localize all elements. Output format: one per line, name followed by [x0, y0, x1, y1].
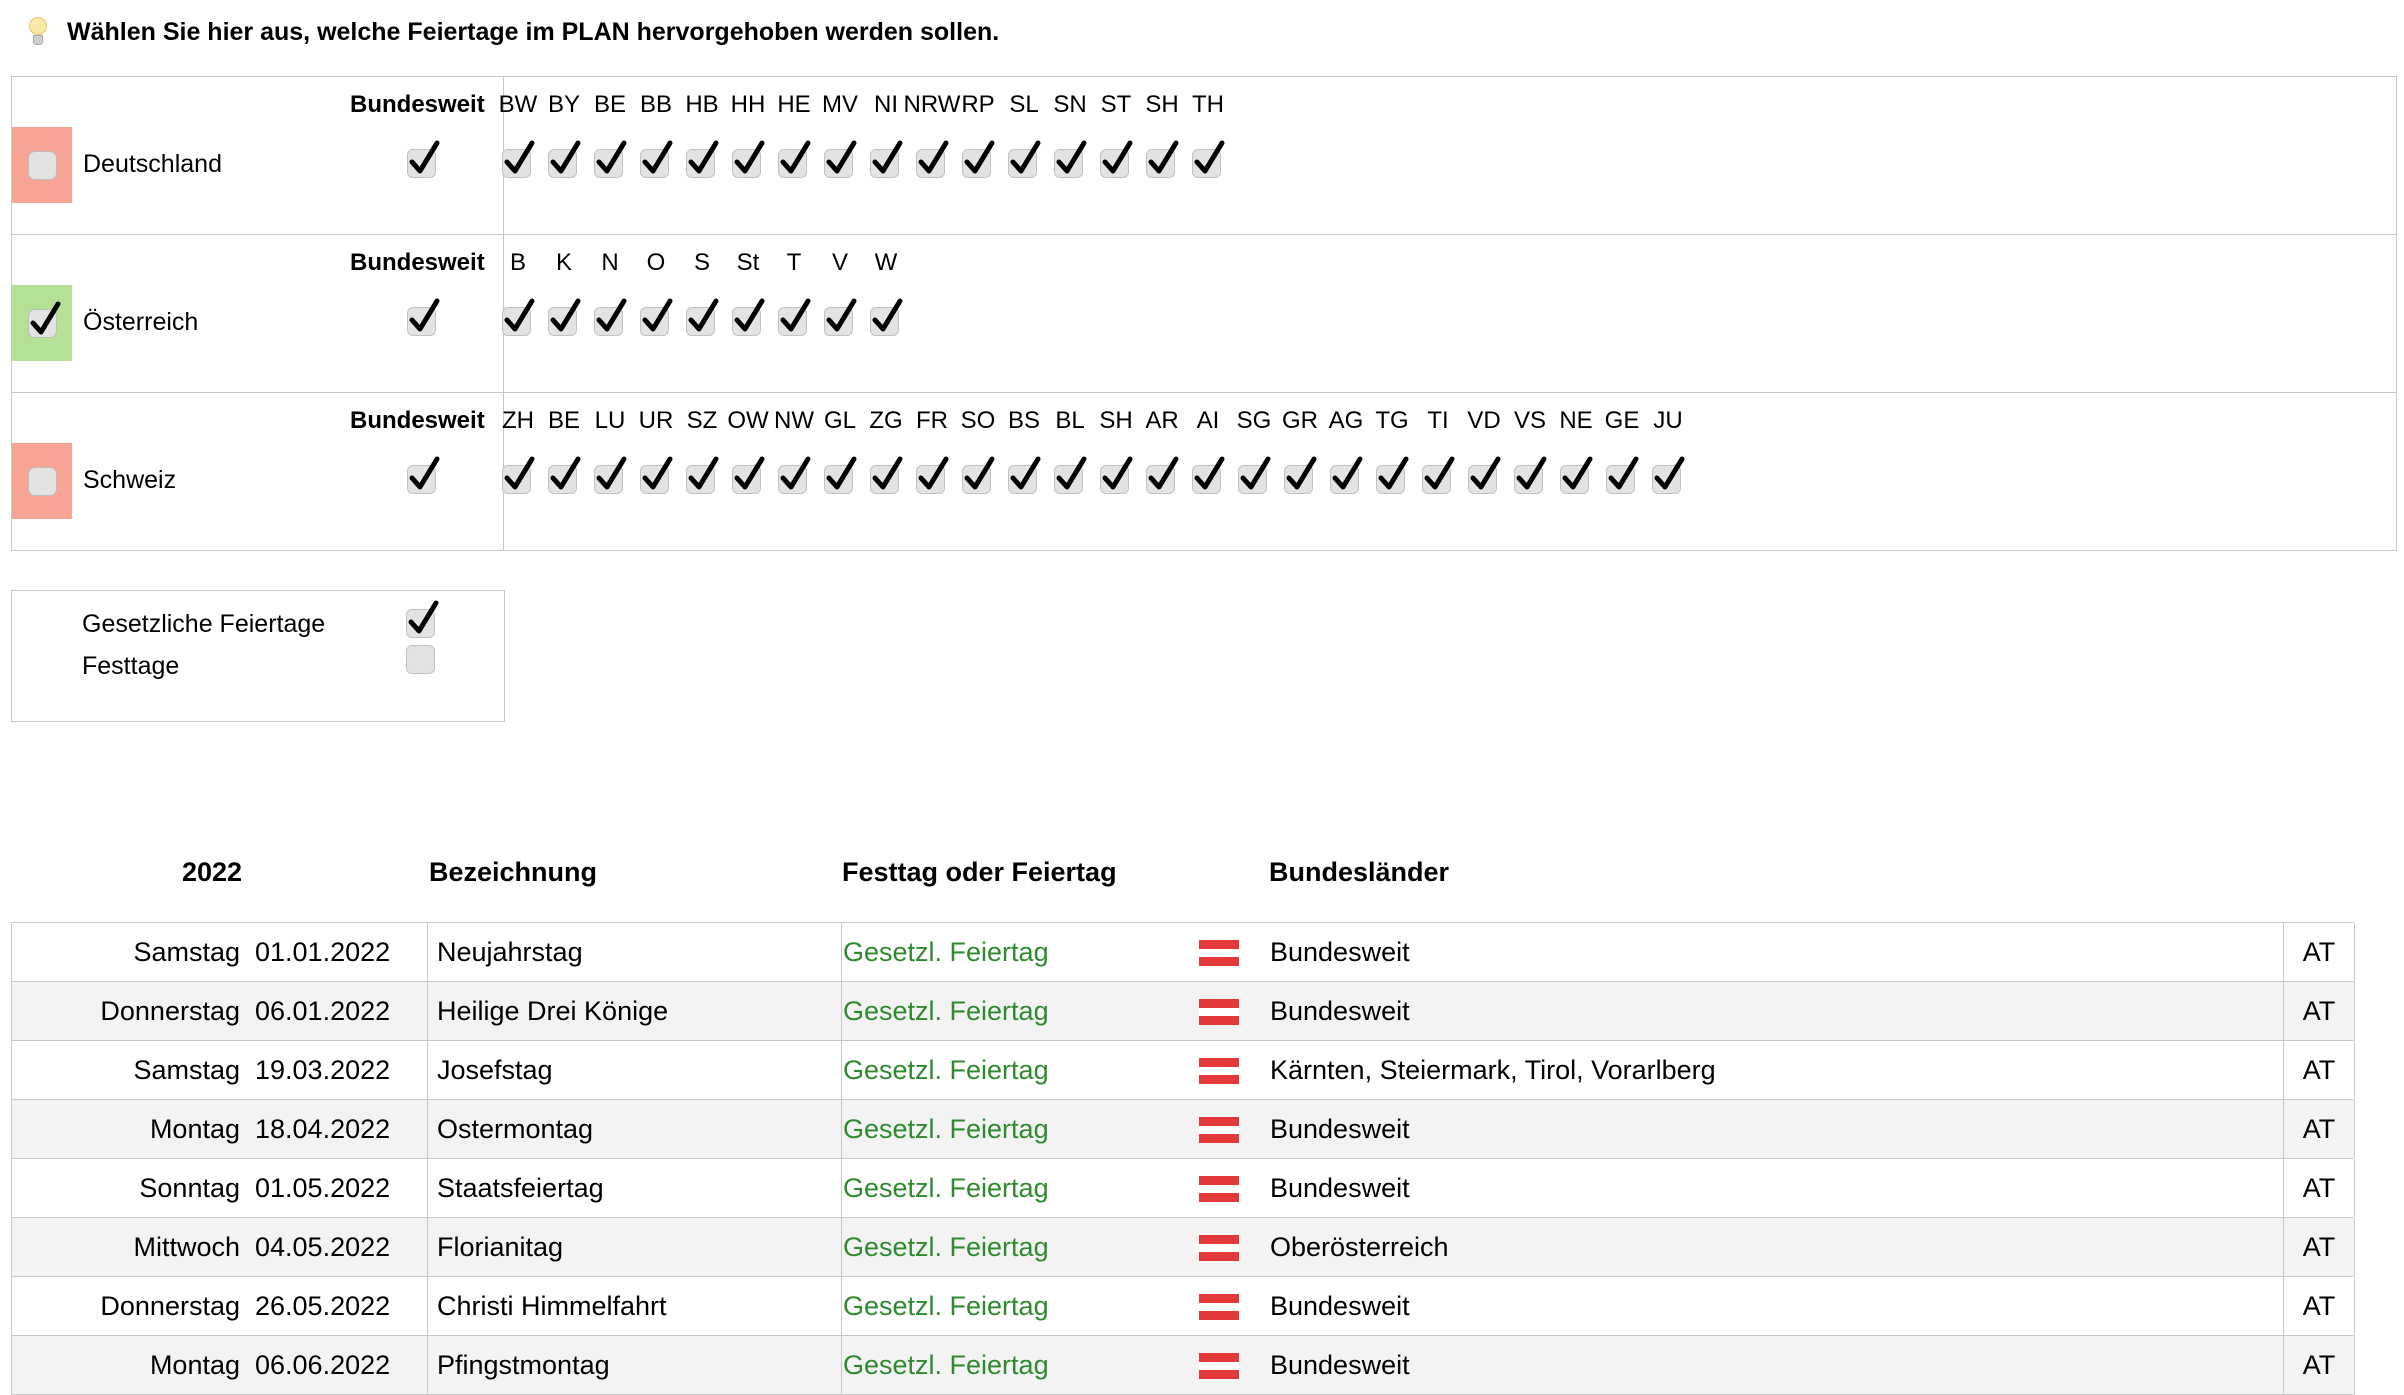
state-abbreviation: MV: [822, 91, 858, 118]
states-cell: Bundesweit: [1270, 1350, 1410, 1380]
state-abbreviation: NE: [1559, 407, 1593, 434]
state-abbreviation: SN: [1053, 91, 1087, 118]
hint-text: Wählen Sie hier aus, welche Feiertage im PLAN hervorgehoben werden sollen.: [67, 17, 1000, 46]
state-abbreviation: SZ: [686, 407, 718, 434]
state-option: [1633, 407, 1703, 491]
legal-holidays-label: Gesetzliche Feiertage: [82, 610, 326, 638]
state-abbreviation: SO: [960, 407, 996, 434]
state-abbreviation: BB: [639, 91, 672, 118]
state-abbreviation: SG: [1236, 407, 1272, 434]
state-abbreviation: FR: [916, 407, 948, 434]
region-row-1: [12, 235, 2396, 393]
holiday-type-cell: Gesetzl. Feiertag: [843, 937, 1049, 967]
state-abbreviation: ZG: [869, 407, 903, 434]
holiday-type-cell: Gesetzl. Feiertag: [843, 996, 1049, 1026]
country-checkbox[interactable]: [12, 285, 72, 361]
austria-flag-icon: [1199, 1294, 1239, 1320]
state-abbreviation: BE: [593, 91, 626, 118]
date-cell: 19.03.2022: [255, 1055, 391, 1085]
table-row[interactable]: [12, 1218, 2354, 1277]
table-row[interactable]: [12, 1100, 2354, 1159]
table-row[interactable]: [12, 1277, 2354, 1336]
holiday-name-cell: Ostermontag: [437, 1114, 594, 1144]
austria-flag-icon: [1199, 999, 1239, 1025]
nationwide-checkbox[interactable]: [407, 143, 439, 175]
state-abbreviation: K: [555, 249, 572, 276]
holiday-table: [11, 922, 2354, 1395]
festive-days-label: Festtage: [82, 652, 180, 680]
column-header-type: Festtag oder Feiertag: [842, 857, 1117, 887]
state-abbreviation: T: [786, 249, 802, 276]
state-abbreviation: St: [736, 249, 760, 276]
state-abbreviation: O: [646, 249, 666, 276]
weekday-cell: Donnerstag: [100, 1291, 240, 1321]
states-cell: Bundesweit: [1270, 1291, 1410, 1321]
austria-flag-icon: [1199, 1176, 1239, 1202]
table-row[interactable]: [12, 982, 2354, 1041]
state-abbreviation: AG: [1328, 407, 1364, 434]
state-abbreviation: NW: [774, 407, 814, 434]
holiday-name-cell: Josefstag: [437, 1055, 553, 1085]
state-checkbox[interactable]: [1192, 143, 1224, 175]
country-code-cell: AT: [2302, 1291, 2336, 1321]
state-abbreviation: LU: [594, 407, 626, 434]
holiday-type-filter: [11, 590, 505, 722]
state-abbreviation: ZH: [502, 407, 534, 434]
holiday-name-cell: Neujahrstag: [437, 937, 583, 967]
table-row[interactable]: [12, 1041, 2354, 1100]
weekday-cell: Montag: [149, 1350, 240, 1380]
state-abbreviation: NRW: [903, 91, 961, 118]
region-row-0: [12, 77, 2396, 235]
state-abbreviation: N: [601, 249, 619, 276]
state-abbreviation: HB: [685, 91, 719, 118]
state-abbreviation: TI: [1427, 407, 1449, 434]
column-header-states: Bundesländer: [1269, 857, 1450, 887]
date-cell: 06.01.2022: [255, 996, 391, 1026]
weekday-cell: Samstag: [133, 937, 240, 967]
weekday-cell: Mittwoch: [133, 1232, 240, 1262]
state-abbreviation: BE: [547, 407, 580, 434]
country-code-cell: AT: [2302, 1173, 2336, 1203]
nationwide-checkbox[interactable]: [407, 459, 439, 491]
states-cell: Kärnten, Steiermark, Tirol, Vorarlberg: [1270, 1055, 1716, 1085]
weekday-cell: Sonntag: [139, 1173, 240, 1203]
state-abbreviation: AR: [1145, 407, 1179, 434]
state-abbreviation: BY: [547, 91, 580, 118]
state-abbreviation: BS: [1007, 407, 1040, 434]
nationwide-checkbox[interactable]: [407, 301, 439, 333]
column-header-name: Bezeichnung: [429, 857, 598, 887]
states-cell: Oberösterreich: [1270, 1232, 1449, 1262]
date-cell: 01.05.2022: [255, 1173, 391, 1203]
state-abbreviation: B: [509, 249, 526, 276]
holiday-type-cell: Gesetzl. Feiertag: [843, 1114, 1049, 1144]
table-row[interactable]: [12, 1159, 2354, 1218]
region-row-2: [12, 393, 2396, 551]
date-cell: 26.05.2022: [255, 1291, 391, 1321]
weekday-cell: Donnerstag: [100, 996, 240, 1026]
state-abbreviation: UR: [638, 407, 674, 434]
state-abbreviation: TH: [1192, 91, 1224, 118]
checkmark-icon: [27, 299, 63, 339]
state-abbreviation: VS: [1513, 407, 1546, 434]
state-abbreviation: BW: [498, 91, 538, 118]
state-checkbox[interactable]: [1652, 459, 1684, 491]
holiday-name-cell: Staatsfeiertag: [437, 1173, 604, 1203]
state-abbreviation: JU: [1653, 407, 1683, 434]
country-code-cell: AT: [2302, 1232, 2336, 1262]
austria-flag-icon: [1199, 940, 1239, 966]
state-abbreviation: W: [874, 249, 898, 276]
country-label: Österreich: [83, 308, 199, 336]
state-abbreviation: SH: [1145, 91, 1179, 118]
country-code-cell: AT: [2302, 996, 2336, 1026]
state-option: [851, 249, 921, 333]
country-checkbox[interactable]: [12, 443, 72, 519]
legal-holidays-checkbox[interactable]: [406, 603, 438, 640]
country-label: Schweiz: [83, 466, 177, 494]
date-cell: 06.06.2022: [255, 1350, 391, 1380]
state-abbreviation: RP: [961, 91, 995, 118]
states-cell: Bundesweit: [1270, 937, 1410, 967]
country-code-cell: AT: [2302, 1114, 2336, 1144]
austria-flag-icon: [1199, 1353, 1239, 1379]
states-cell: Bundesweit: [1270, 1114, 1410, 1144]
country-checkbox[interactable]: [12, 127, 72, 203]
state-option: [1173, 91, 1243, 175]
state-abbreviation: TG: [1375, 407, 1409, 434]
date-cell: 18.04.2022: [255, 1114, 391, 1144]
festive-check[interactable]: [406, 639, 438, 671]
weekday-cell: Samstag: [133, 1055, 240, 1085]
table-row[interactable]: [12, 1336, 2354, 1395]
states-cell: Bundesweit: [1270, 1173, 1410, 1203]
holiday-type-cell: Gesetzl. Feiertag: [843, 1055, 1049, 1085]
country-code-cell: AT: [2302, 1350, 2336, 1380]
states-cell: Bundesweit: [1270, 996, 1410, 1026]
holiday-type-cell: Gesetzl. Feiertag: [843, 1291, 1049, 1321]
nationwide-label: Bundesweit: [350, 407, 485, 434]
holiday-type-cell: Gesetzl. Feiertag: [843, 1350, 1049, 1380]
state-abbreviation: S: [693, 249, 710, 276]
state-abbreviation: GE: [1604, 407, 1640, 434]
state-abbreviation: VD: [1467, 407, 1501, 434]
state-abbreviation: SH: [1099, 407, 1133, 434]
date-cell: 01.01.2022: [255, 937, 391, 967]
weekday-cell: Montag: [149, 1114, 240, 1144]
state-checkbox[interactable]: [870, 301, 902, 333]
state-abbreviation: GL: [823, 407, 856, 434]
country-label: Deutschland: [83, 150, 222, 178]
holiday-name-cell: Florianitag: [437, 1232, 564, 1262]
austria-flag-icon: [1199, 1235, 1239, 1261]
state-abbreviation: AI: [1196, 407, 1220, 434]
state-abbreviation: V: [831, 249, 848, 276]
nationwide-label: Bundesweit: [350, 91, 485, 118]
austria-flag-icon: [1199, 1058, 1239, 1084]
country-code-cell: AT: [2302, 1055, 2336, 1085]
state-abbreviation: NI: [874, 91, 898, 118]
nationwide-label: Bundesweit: [350, 249, 485, 276]
holiday-type-cell: Gesetzl. Feiertag: [843, 1232, 1049, 1262]
holiday-type-cell: Gesetzl. Feiertag: [843, 1173, 1049, 1203]
holiday-name-cell: Heilige Drei Könige: [437, 996, 669, 1026]
hint-bar: [27, 12, 999, 52]
country-code-cell: AT: [2302, 937, 2336, 967]
state-abbreviation: HH: [730, 91, 766, 118]
column-header-year: 2022: [182, 857, 243, 887]
festive-days-checkbox[interactable]: [406, 639, 438, 676]
legal-check[interactable]: [406, 603, 438, 635]
region-selector: [11, 76, 2397, 551]
state-abbreviation: GR: [1282, 407, 1318, 434]
state-abbreviation: SL: [1009, 91, 1039, 118]
holiday-name-cell: Pfingstmontag: [437, 1350, 610, 1380]
state-abbreviation: OW: [727, 407, 769, 434]
table-row[interactable]: [12, 923, 2354, 982]
holiday-name-cell: Christi Himmelfahrt: [437, 1291, 667, 1321]
state-abbreviation: HE: [777, 91, 811, 118]
state-abbreviation: ST: [1100, 91, 1132, 118]
lightbulb-icon: [27, 17, 49, 47]
state-abbreviation: BL: [1055, 407, 1085, 434]
date-cell: 04.05.2022: [255, 1232, 391, 1262]
austria-flag-icon: [1199, 1117, 1239, 1143]
